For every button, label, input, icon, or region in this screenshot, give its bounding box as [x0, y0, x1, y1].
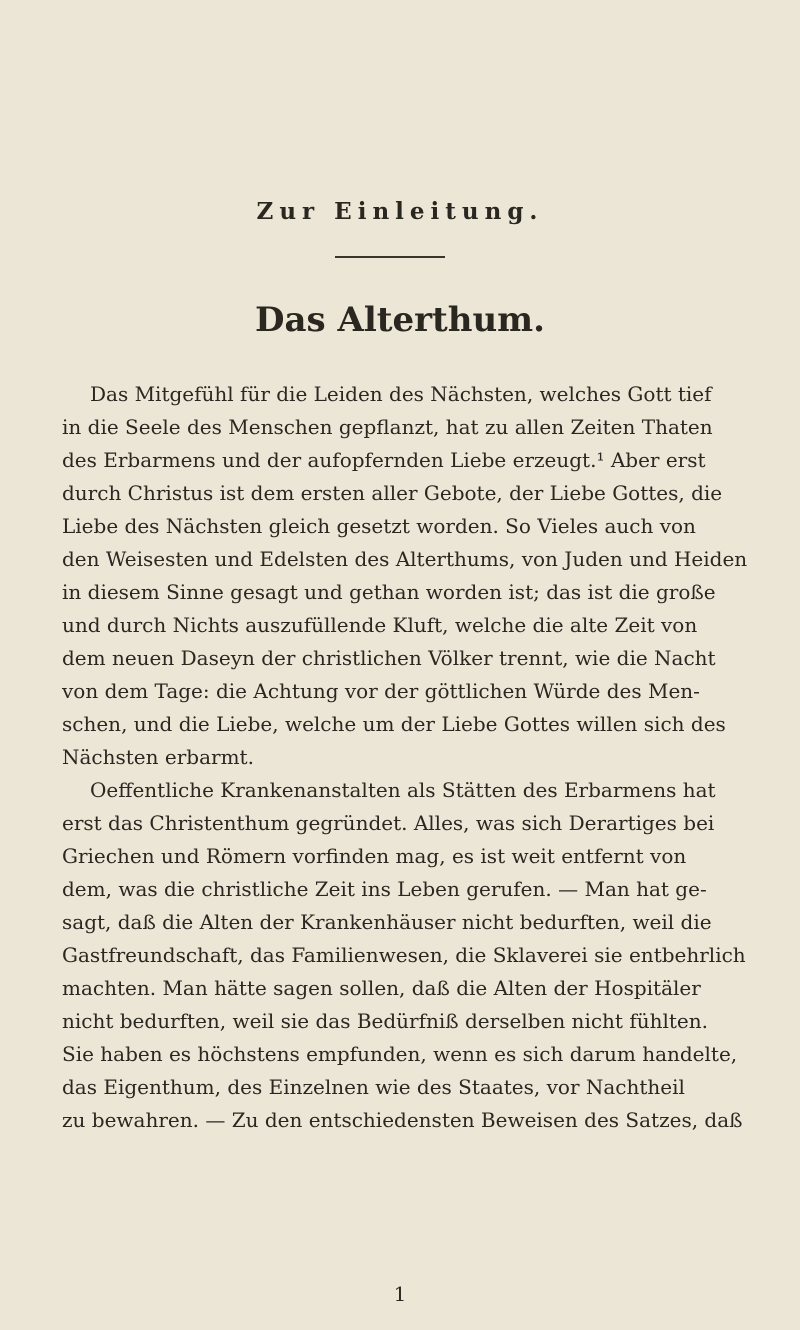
text-line: erst das Christenthum gegründet. Alles, was sich Derartiges bei	[62, 811, 715, 835]
text-line: schen, und die Liebe, welche um der Liebe Gottes willen sich des	[62, 712, 726, 736]
text-line: des Erbarmens und der aufopfernden Liebe erzeugt.¹ Aber erst	[62, 448, 706, 472]
text-line: von dem Tage: die Achtung vor der göttlichen Würde des Men-	[62, 679, 700, 703]
text-line: den Weisesten und Edelsten des Alterthums, von Juden und Heiden	[62, 547, 748, 571]
section-title: Das Alterthum.	[255, 300, 545, 340]
text-line: sagt, daß die Alten der Krankenhäuser nicht bedurften, weil die	[62, 910, 712, 934]
text-line: dem neuen Daseyn der christlichen Völker trennt, wie die Nacht	[62, 646, 716, 670]
text-line: durch Christus ist dem ersten aller Gebote, der Liebe Gottes, die	[62, 481, 723, 505]
text-line: Das Mitgefühl für die Leiden des Nächsten, welches Gott tief	[90, 382, 712, 406]
text-line: dem, was die christliche Zeit ins Leben gerufen. — Man hat ge-	[62, 877, 707, 901]
text-line: Griechen und Römern vorfinden mag, es ist weit entfernt von	[62, 844, 687, 868]
text-line: und durch Nichts auszufüllende Kluft, welche die alte Zeit von	[62, 613, 698, 637]
text-line: Gastfreundschaft, das Familienwesen, die Sklaverei sie entbehrlich	[62, 943, 746, 967]
text-line: Liebe des Nächsten gleich gesetzt worden. So Vieles auch von	[62, 514, 696, 538]
text-line: in die Seele des Menschen gepflanzt, hat zu allen Zeiten Thaten	[62, 415, 713, 439]
chapter-header: Zur Einleitung.	[256, 198, 544, 225]
text-line: Nächsten erbarmt.	[62, 745, 254, 769]
text-line: Oeffentliche Krankenanstalten als Stätten des Erbarmens hat	[90, 778, 716, 802]
text-line: machten. Man hätte sagen sollen, daß die Alten der Hospitäler	[62, 976, 701, 1000]
page-number: 1	[393, 1282, 407, 1306]
text-line: nicht bedurften, weil sie das Bedürfniß derselben nicht fühlten.	[62, 1009, 708, 1033]
text-line: das Eigenthum, des Einzelnen wie des Staates, vor Nachtheil	[62, 1075, 685, 1099]
header-rule	[335, 256, 445, 258]
text-line: in diesem Sinne gesagt und gethan worden ist; das ist die große	[62, 580, 716, 604]
text-line: Sie haben es höchstens empfunden, wenn es sich darum handelte,	[62, 1042, 738, 1066]
text-line: zu bewahren. — Zu den entschiedensten Beweisen des Satzes, daß	[62, 1108, 743, 1132]
